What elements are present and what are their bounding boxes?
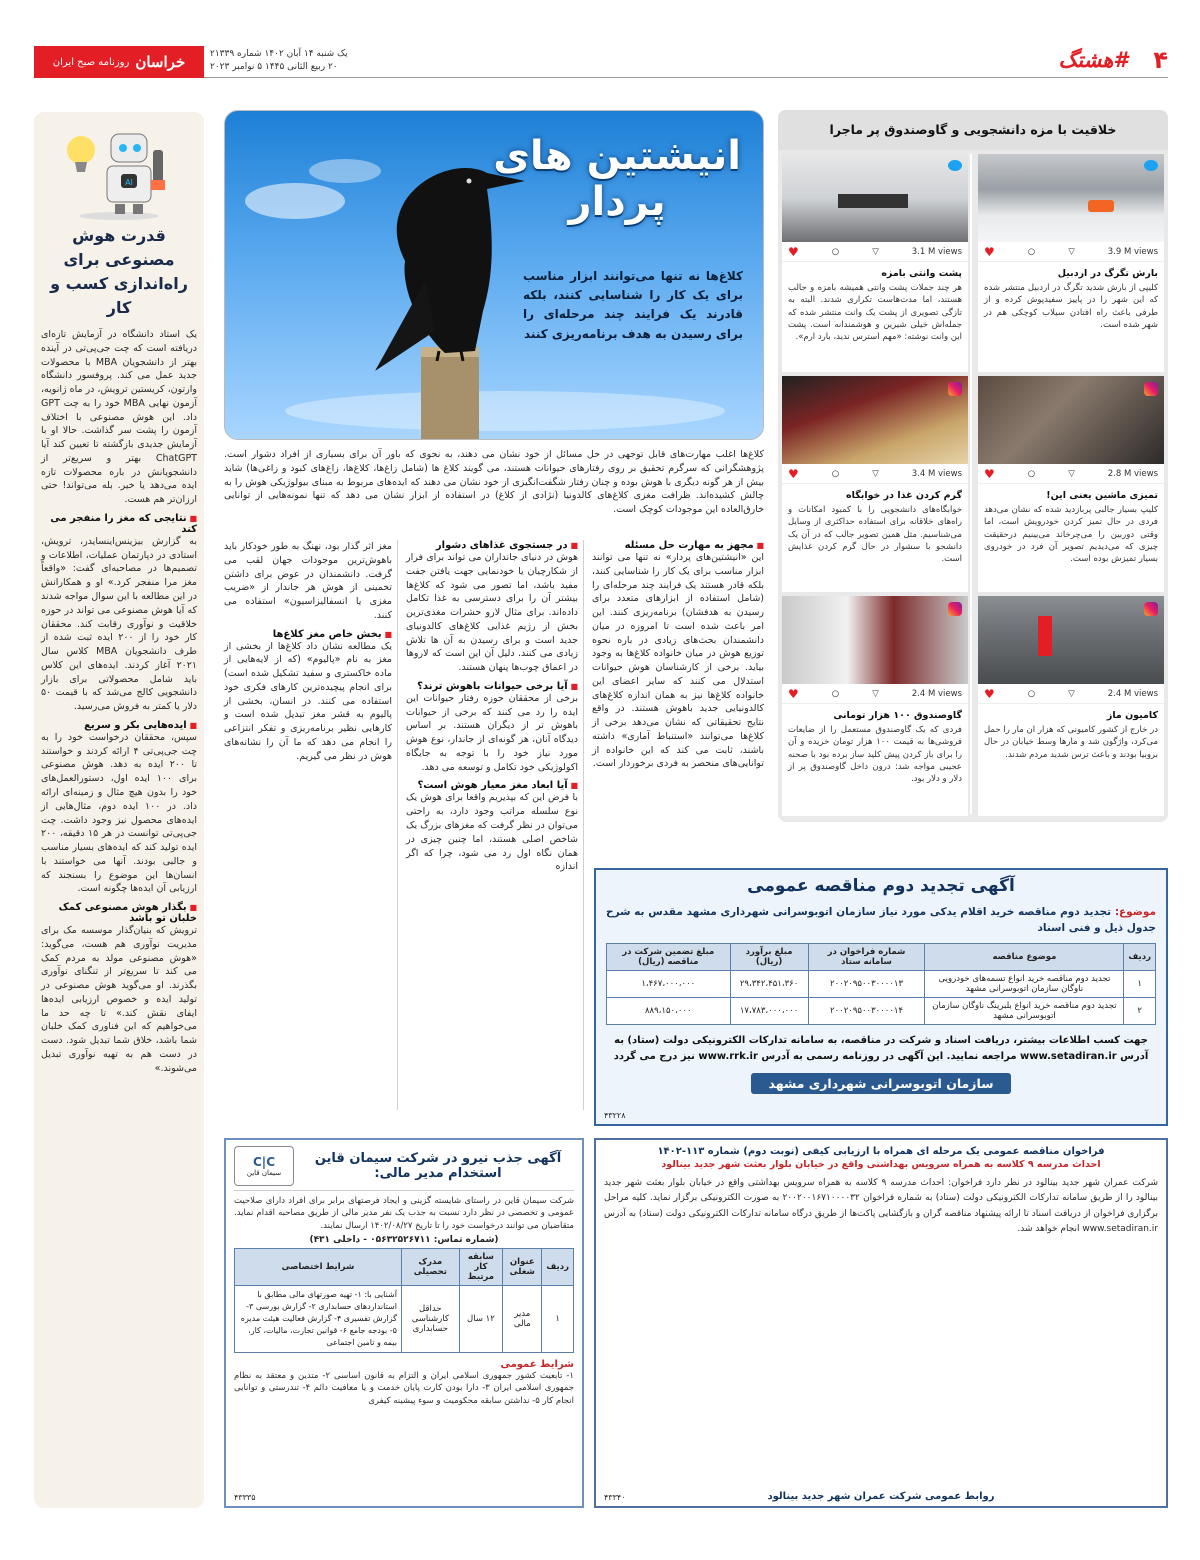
post-image (782, 376, 968, 464)
cement-general: ۱- تابعیت کشور جمهوری اسلامی ایران و التزام به قانون اساسی ۲- متدین و معتقد به نظام جمهوری اسلامی ایران ۳- دارا بودن کارت پایان خدمت و یا معافیت دائم ۴- تندرستی و توانایی انجام کار ۵- نداشتن سابقه محکومیت و سوء پیشینه کیفری (234, 1370, 574, 1406)
post-text: هر چند جملات پشت وانتی همیشه بامزه و جالب هستند، اما مدت‌هاست تکراری شدند. البته به تازگی تصویری از پشت یک وانت منتشر شده که جمله‌اش خیلی شیرین و هوشمندانه است. پشت این وانت نوشته: «مهم استرس ندید، بارد ارم». (788, 283, 962, 343)
article-lead: کلاغ‌ها نه تنها می‌توانند ابزار مناسب برای یک کار را شناسایی کنند، بلکه قادرند یک فرایند چند مرحله‌ای را برای رسیدن به هدف برنامه‌ریزی کنند (523, 269, 743, 341)
heart-icon[interactable]: ♥ (984, 686, 995, 701)
comment-icon[interactable]: ○ (831, 246, 840, 257)
ai-article-intro: یک استاد دانشگاه در آزمایش تازه‌ای دریافته است که چت جی‌پی‌تی در آینده بهتر از دانشجویان MBA با محصولات جدید عمل می کند. پروفسور دانشگاه وارتون، کریستین ترویش، در ماه ژانویه، آزمون نهایی MBA خود را به چت GPT داد. این هوش مصنوعی با اختلاف آزمون را پشت سر گذاشت. حالا او با آزمایش جدیدی بازگشته تا تعیین کند آیا ChatGPT بهتر و سریع‌تر از دانشجویانش در باره محصولات تازه ایده می‌دهد یا خیر. بله می‌تواند! حتی ارزان‌تر هم هست. (40, 329, 198, 506)
share-icon[interactable]: ▽ (1068, 246, 1075, 257)
ai-section-heading: ■ نتایجی که مغز را منفجر می کند (41, 513, 197, 535)
cement-title-box (234, 1146, 574, 1191)
comment-icon[interactable]: ○ (831, 688, 840, 699)
cement-table: ردیف عنوان شغلی سابقه کار مرتبط مدرک تحصیلی شرایط اختصاصی ۱ مدیر مالی ۱۲ سال حداقل کارشناسی حسابداری آشنایی با: ۱- تهیه صورتهای مالی مطابق با استانداردهای حسابداری ۲- گزارش بورسی ۳- گزارش تفسیری ۴- گزارش فعالیت هیئت مدیره ۵- بودجه جامع ۶- قوانین تجارت، مالیات، کار، بیمه و تامین اجتماعی (234, 1248, 574, 1353)
comment-icon[interactable]: ○ (1027, 468, 1036, 479)
post-views: 2.4 M views (911, 688, 962, 699)
article-column-text: برخی از محققان حوزه رفتار حیوانات این ایده را رد می کنند که برخی از حیوانات باهوش تر از دیگران هستند. بر اساس دیدگاه آنان، هر گونه‌ای از جاندار، نوع هوش مورد نیاز خود را با توجه به جایگاه اکولوژیکی خود تکامل و توسعه می دهد. (406, 692, 578, 773)
post-text: کلیپ بسیار جالبی پربازدید شده که نشان می‌دهد فردی در حال تمیز کردن خودرویش است، اما وقتی دوربین را می‌چرخاند می‌بینیم درحقیقت چیزی که می‌دیدیم تصویر آن فرد در خودروی بسیار تمیزش بوده است. (984, 505, 1158, 565)
twitter-icon (948, 160, 962, 171)
post-card[interactable] (782, 596, 968, 816)
ai-section-text: سپس، محققان درخواست خود را به چت جی‌پی‌تی ۴ ارائه کردند و خواستند تا ۲۰۰ ایده به دهد. هوش مصنوعی برای ۱۰۰ ایده اول، دستورالعمل‌های خود را بدون هیچ مثال و زمینه‌ای ارائه داد. در ۱۰۰ ایده دوم، مثال‌هایی از ایده‌های محصول نیز وجود داشت. چت جی‌پی‌تی توانست در هر ۱۵ دقیقه، ۲۰۰ ایده تولید کند که ایده‌های بسیار مناسب و جالبی بودند. آنها می خواستند با انسان‌ها این موضوع را بسنجند که ارزیابی آن ایده‌ها چگونه است. (41, 731, 198, 895)
share-icon[interactable]: ▽ (1068, 688, 1075, 699)
instagram-icon (1144, 602, 1158, 616)
paper-logo-box (34, 46, 204, 78)
hero-image-box (224, 110, 764, 440)
instagram-icon (1144, 382, 1158, 396)
cement-intro: شرکت سیمان قاین در راستای شایسته گزینی و ایجاد فرصتهای برابر برای افراد دارای صلاحیت عمومی و تخصصی در نظر دارد نسبت به جذب یک نفر مدیر مالی از طریق مصاحبه اقدام نماید. متقاضیان می توانند درخواست خود را تا تاریخ ۱۴۰۲/۰۸/۲۷ ارسال نمایند. (234, 1196, 574, 1231)
post-image (978, 596, 1164, 684)
page-number: ۴ (1153, 46, 1168, 74)
table-row: ۲ تجدید دوم مناقصه خرید انواع بلبرینگ ناوگان سازمان اتوبوسرانی مشهد ۲۰۰۲۰۹۵۰۰۳۰۰۰۰۱۴ ۱۷،۷۸۳،۰۰۰،۰۰۰ ۸۸۹،۱۵۰،۰۰۰ (607, 997, 1156, 1024)
post-card[interactable] (978, 376, 1164, 592)
heart-icon[interactable]: ♥ (788, 466, 799, 481)
instagram-icon (948, 382, 962, 396)
date-line-1: یک شنبه ۱۴ آبان ۱۴۰۲ شماره ۲۱۳۳۹ (210, 49, 348, 59)
cement-logo: C|C سیمان قاین (234, 1146, 294, 1186)
post-card[interactable] (978, 154, 1164, 372)
post-stats (782, 464, 968, 484)
article-subheading: ■ آیا ابعاد مغز معیار هوش است؟ (406, 780, 578, 791)
binalood-ad (594, 1138, 1168, 1508)
heart-icon[interactable]: ♥ (984, 244, 995, 259)
post-image (782, 154, 968, 242)
ai-section-text: ترویش که بنیان‌گذار موسسه مک برای مدیریت نوآوری هم هست، می‌گوید: «هوش مصنوعی مولد به مردم کمک می کند تا سریع‌تر از تنگنای نوآوری بگذرند. او می‌گوید هوش مصنوعی در تولید ایده و خصوص ارزیابی ایده‌ها ایفای نقش کند.» تا چه حد ما می‌خواهیم که این فناوری کمک خلبان شما باشد، خلاق شما تبدیل شود. دست در دست هم به تهیه نوآوری تبدیل می‌شوند.» (41, 925, 197, 1074)
post-views: 3.4 M views (911, 468, 962, 479)
post-title: کامیون ماز (1106, 710, 1158, 721)
article-column-text: یک مطالعه نشان داد کلاغ‌ها از بخشی از مغز به نام «پالیوم» (که از لایه‌هایی از ماده خاکستری و سفید تشکیل شده است) برای انجام پیچیده‌ترین کارهای فکری خود استفاده می کنند. در انسان، بخشی از پالیوم به قشر مغز تبدیل شده است و کارهایی نظیر برنامه‌ریزی و تفکر انتزاعی را انجام می دهد که ما آن را نشانه‌های هوش در نظر می گیریم. (224, 640, 392, 762)
header-rule (204, 77, 1168, 78)
cement-title: آگهی جذب نیرو در شرکت سیمان قاین (314, 1151, 562, 1166)
share-icon[interactable]: ▽ (872, 688, 879, 699)
heart-icon[interactable]: ♥ (984, 466, 995, 481)
post-image (978, 154, 1164, 242)
ai-article (34, 112, 204, 1508)
post-stats (978, 242, 1164, 262)
article-title-line2: پردار (568, 179, 666, 225)
post-title: تمیزی ماشین یعنی این! (1046, 490, 1158, 501)
post-stats (782, 684, 968, 704)
article-column-text: مغز اثر گذار بود، نهنگ به طور خودکار باید باهوش‌ترین موجودات جهان لقب می گرفت. دانشمندان در عوض برای داشتن تخمینی از هوش هر جاندار از «ضریب مغزی یا انسفالیزاسیون» استفاده می کنند. (224, 541, 392, 621)
article-column-1 (592, 540, 764, 771)
post-card[interactable] (782, 376, 968, 592)
cement-ad (224, 1138, 584, 1508)
article-title-line1: انیشتین های (493, 133, 741, 179)
post-stats (978, 464, 1164, 484)
ai-article-title: قدرت هوش مصنوعی برای راه‌اندازی کسب و کار (50, 226, 188, 317)
comment-icon[interactable]: ○ (1027, 246, 1036, 257)
post-card[interactable] (978, 596, 1164, 816)
date-line-2: ۲۰ ربیع الثانی ۱۴۴۵ ۵ نوامبر ۲۰۲۳ (210, 61, 338, 72)
svg-text:AI: AI (125, 178, 133, 187)
post-stats (782, 242, 968, 262)
robot-illustration (41, 120, 197, 220)
table-row: ۱ مدیر مالی ۱۲ سال حداقل کارشناسی حسابداری آشنایی با: ۱- تهیه صورتهای مالی مطابق با استانداردهای حسابداری ۲- گزارش بورسی ۳- گزارش تفسیری ۴- گزارش فعالیت هیئت مدیره ۵- بودجه جامع ۶- قوانین تجارت، مالیات، کار، بیمه و تامین اجتماعی (235, 1285, 574, 1352)
tender-ad (594, 868, 1168, 1126)
ai-section-text: به گزارش بیزینس‌اینسایدر، ترویش، استادی در دپارتمان عملیات، اطلاعات و تصمیم‌ها در مصاحبه‌ای گفت: «واقعاً مغز مرا منفجر کرد.» او و همکارانش در این مطالعه با این سوال مواجه شدند که آیا هوش مصنوعی می تواند در حوزه خلاقیت و نوآوری رقابت کند. محققان کار خود را از ۲۰۰ ایده ثبت شده از طرف دانشجویان MBA کلاس سال ۲۰۲۱ آغاز کردند. ایده‌های این کلاس باید شامل محصولاتی برای بازار دانشجویی کالج می‌شد که با قیمت ۵۰ دلار یا کمتر به فروش می‌رسید. (41, 535, 197, 713)
post-text: خوابگاه‌های دانشجویی را با کمبود امکانات و راه‌های خلاقانه برای استفاده حداکثری از وسایل می‌شناسیم. مثل همین تصویر جالب که در آن یک دانشجو با سشوار در حال گرم کردن غذایش است. (788, 505, 962, 565)
binalood-body: شرکت عمران شهر جدید بینالود در نظر دارد فراخوان: احداث مدرسه ۹ کلاسه به همراه سرویس بهداشتی واقع در خیابان بلوار بعثت شهر جدید بینالود را از طریق سامانه تدارکات الکترونیکی دولت (ستاد) به شماره فراخوان ۲۰۰۲۰۰۱۶۷۱۰۰۰۰۳۲ به صورت الکترونیکی برگزار نماید. کلیه مراحل برگزاری فراخوان از دریافت اسناد تا ارائه پیشنهاد مناقصه گران و بازگشایی پاکت‌ها از طریق درگاه سامانه تدارکات الکترونیکی دولت (ستاد) به آدرس www.setadiran.ir انجام خواهد شد. (604, 1178, 1159, 1234)
date-line (210, 48, 410, 73)
post-text: کلیپی از بارش شدید تگرگ در اردبیل منتشر شده که این شهر را در پاییز سفیدپوش کرده و از طرفی باعث راه افتادن سیلاب کوچکی هم در شهر شده است. (984, 283, 1158, 330)
posts-header: خلاقیت با مزه دانشجویی و گاوصندوق پر ماجرا (778, 110, 1168, 150)
tender-title: آگهی تجدید دوم مناقصه عمومی (747, 876, 1015, 896)
binalood-subtitle: احداث مدرسه ۹ کلاسه به همراه سرویس بهداشتی واقع در خیابان بلوار بعثت شهر جدید بینالود (661, 1159, 1101, 1170)
instagram-icon (948, 602, 962, 616)
post-text: فردی که یک گاوصندوق مستعمل را از ضایعات فروشی‌ها به قیمت ۱۰۰ هزار تومان خریده و آن را برای باز کردن پیش کلید ساز برده بود با صحنه عجیبی مواجه شد: درون داخل گاوصندوق پر از دلار و دلار بود. (788, 725, 962, 785)
ai-section-heading: ■ بگذار هوش مصنوعی کمک خلبان تو باشد (41, 902, 197, 924)
tender-subject: موضوع: تجدید دوم مناقصه خرید اقلام یدکی مورد نیاز سازمان اتوبوسرانی شهرداری مشهد مقدس به شرح جدول ذیل و فنی اسناد (606, 906, 1156, 935)
paper-tagline: روزنامه صبح ایران (52, 56, 130, 68)
section-title: #هشتگ (1058, 48, 1128, 72)
twitter-icon (1144, 160, 1158, 171)
article-subheading: ■ بخش خاص مغز کلاغ‌ها (224, 629, 392, 640)
article-subheading: ■ در جستجوی غذاهای دشوار (406, 540, 578, 551)
article-column-text: این «انیشتین‌های پردار» نه تنها می توانند ابزار مناسب برای یک کار را شناسایی کنند، بلکه قادر هستند یک فرایند چند مرحله‌ای را (شامل استفاده از ابزارهای متعدد برای رسیدن به هدفشان) برنامه‌ریزی کنند. این امر باعث شده است تا امروزه در میان دانشمندان بحث‌های زیادی در باره نحوه توزیع هوش در میان خانواده کلاغ‌ها به وجود بیاید. برخی از کارشناسان هوش حیوانات استدلال می کنند که سایر اعضای این خانواده کلاغ‌ها نیز به همان اندازه کلاغ‌های کالدونیایی جدید باهوش هستند. در واقع نتایج تحقیقاتی که نشان می‌دهد برخی از کلاغ‌ها می‌توانند «استنباط آماری» داشته باشند، ثابت می کند که این خانواده از توانایی‌های منحصر به فردی برخوردار است. (592, 552, 764, 770)
article-title (493, 133, 741, 225)
paper-name: خراسان (135, 53, 186, 71)
post-views: 2.8 M views (1107, 468, 1158, 479)
post-title: گاوصندوق ۱۰۰ هزار تومانی (833, 710, 962, 721)
post-title: گرم کردن غذا در خوابگاه (846, 490, 962, 501)
tender-footer: جهت کسب اطلاعات بیشتر، دریافت اسناد و شرکت در مناقصه، به سامانه تدارکات الکترونیکی دولت (ستاد) به آدرس www.setadiran.ir مراجعه نمایید. این آگهی در روزنامه رسمی به آدرس www.rrk.ir نیز درج می گردد (613, 1034, 1149, 1062)
share-icon[interactable]: ▽ (1068, 468, 1075, 479)
comment-icon[interactable]: ○ (1027, 688, 1036, 699)
post-title: پشت وانتی بامزه (881, 268, 962, 279)
post-views: 2.4 M views (1107, 688, 1158, 699)
tender-table: ردیف موضوع مناقصه شماره فراخوان در سامانه ستاد مبلغ برآورد (ریال) مبلغ تضمین شرکت در مناقصه (ریال) ۱ تجدید دوم مناقصه خرید انواع تسمه‌های خودرویی ناوگان سازمان اتوبوسرانی مشهد ۲۰۰۲۰۹۵۰۰۳۰۰۰۰۱۳ ۲۹،۳۴۲،۴۵۱،۳۶۰ ۱،۴۶۷،۰۰۰،۰۰۰ ۲ تجدید دوم مناقصه خرید انواع بلبرینگ ناوگان سازمان اتوبوسرانی مشهد ۲۰۰۲۰۹۵۰۰۳۰۰۰۰۱۴ ۱۷،۷۸۳،۰۰۰،۰۰۰ ۸۸۹،۱۵۰،۰۰۰ (606, 943, 1156, 1025)
posts-panel (778, 110, 1168, 822)
table-row: ۱ تجدید دوم مناقصه خرید انواع تسمه‌های خودرویی ناوگان سازمان اتوبوسرانی مشهد ۲۰۰۲۰۹۵۰۰۳۰۰۰۰۱۳ ۲۹،۳۴۲،۴۵۱،۳۶۰ ۱،۴۶۷،۰۰۰،۰۰۰ (607, 970, 1156, 997)
post-text: در خارج از کشور کامیونی که هزار ان مار را حمل می‌کرد، واژگون شد و مارها وسط خیابان در حال بروبیا بودند و باعث ترس شدید مردم شدند. (984, 725, 1158, 760)
post-title: بارش تگرگ در اردبیل (1057, 268, 1158, 279)
tender-code: ۴۳۲۲۸ (604, 1111, 626, 1120)
heart-icon[interactable]: ♥ (788, 244, 799, 259)
article-column-text: با فرض این که بپذیریم واقعا برای هوش یک نوع سلسله مراتب وجود دارد، به راحتی می‌توان در نظر گرفت که مغزهای بزرگ یک شاخص اصلی هستند، اما چنین چیزی در همان نگاه اول رد می شود، چرا که اگر اندازه (406, 792, 578, 873)
post-card[interactable] (782, 154, 968, 372)
tender-org: سازمان اتوبوسرانی شهرداری مشهد (751, 1073, 1011, 1094)
cement-code: ۴۳۳۳۵ (234, 1493, 256, 1502)
cement-phone: (شماره تماس: ۰۵۶۳۲۵۲۶۷۱۱ - داخلی ۴۳۱) (309, 1234, 499, 1245)
article-subheading: ■ مجهز به مهارت حل مسئله (592, 540, 764, 551)
binalood-code: ۴۳۳۴۰ (604, 1493, 626, 1502)
page-header (34, 46, 1168, 78)
post-views: 3.9 M views (1107, 246, 1158, 257)
share-icon[interactable]: ▽ (872, 468, 879, 479)
post-image (978, 376, 1164, 464)
binalood-title: فراخوان مناقصه عمومی یک مرحله ای همراه با ارزیابی کیفی (نوبت دوم) شماره ۱۱۳-۱۴۰۲ (657, 1146, 1105, 1157)
cement-general-title: شرایط عمومی (500, 1358, 574, 1370)
binalood-footer: روابط عمومی شرکت عمران شهر جدید بینالود (767, 1491, 995, 1502)
article-column-text: هوش در دنیای جانداران می تواند برای فرار از شکارچیان یا خودنمایی جهت یافتن جفت مفید باشد، اما تصور می شود که کلاغ‌ها بیشتر آن را برای دسترسی به غذا تکامل داده‌اند. برای مثال لارو حشرات مغذی‌ترین بخش از رژیم غذایی کلاغ‌های کالدونیای جدید است و برای رسیدن به آن ها تلاش زیادی می کنند. دلیل آن این است که لاروها در اعماق چوب‌ها پنهان هستند. (406, 552, 578, 674)
heart-icon[interactable]: ♥ (788, 686, 799, 701)
article-column-2 (406, 540, 578, 874)
post-views: 3.1 M views (911, 246, 962, 257)
share-icon[interactable]: ▽ (872, 246, 879, 257)
article-intro: کلاغ‌ها اغلب مهارت‌های قابل توجهی در حل مسائل از خود نشان می دهند، به نحوی که باور آن برای بسیاری از افراد دشوار است. پژوهشگرانی که سرگرم تحقیق بر روی رفتارهای حیوانات هستند، می گویند کلاغ ها (شامل زاغ‌ها، کلاغ‌ها، زاغ‌های کبود و زاغی‌ها) شاید بیش از هر گونه دیگری با هوش بوده و چنان رفتار شگفت‌انگیزی از خود نشان می دهند که ایده‌های مربوط به مبنای بیولوژیکی هوش را به چالش کشیده‌اند. ظرافت مغزی کلاغ‌های کالدونیا (نژادی از کلاغ) در استفاده از ابزار نشان می دهد که تنها نمونه‌هایی از توانایی خارق‌العاده این موجودات کوچک است. (224, 449, 764, 516)
article-subheading: ■ آیا برخی حیوانات باهوش ترند؟ (406, 681, 578, 692)
post-stats (978, 684, 1164, 704)
ai-section-heading: ■ ایده‌هایی بکر و سریع (41, 720, 197, 731)
article-column-3 (224, 540, 392, 763)
post-image (782, 596, 968, 684)
comment-icon[interactable]: ○ (831, 468, 840, 479)
cement-subtitle: استخدام مدیر مالی: (374, 1166, 502, 1181)
